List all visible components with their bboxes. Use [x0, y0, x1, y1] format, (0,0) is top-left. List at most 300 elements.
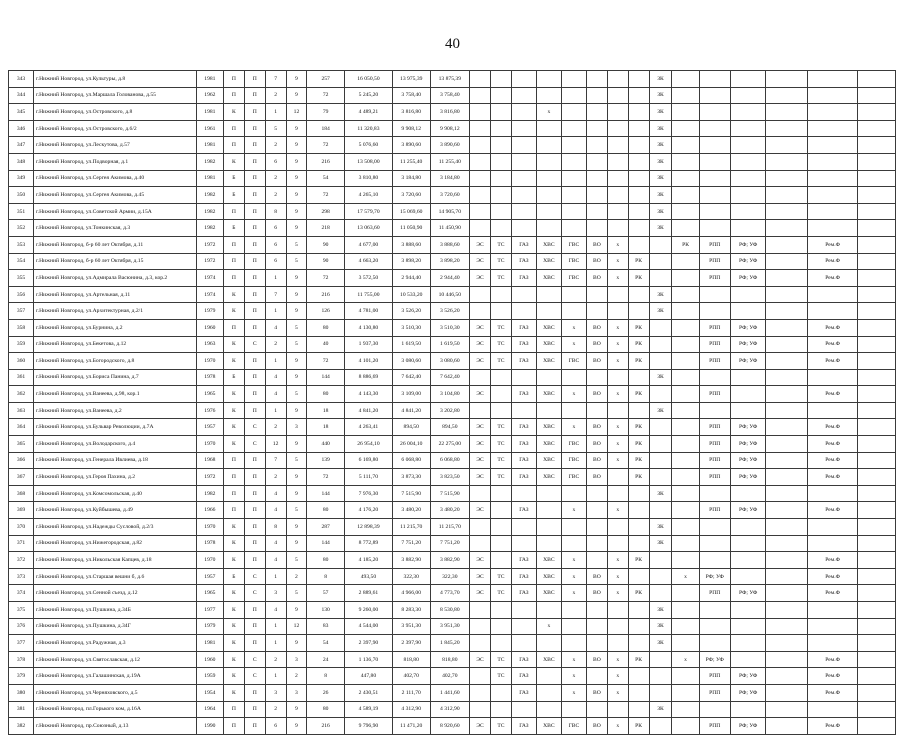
cell-k2: [808, 369, 858, 386]
cell-t: П: [244, 137, 265, 154]
cell-fl: 9: [286, 519, 307, 536]
cell-t: П: [244, 485, 265, 502]
table-row: [9, 568, 896, 585]
cell-n: 354: [9, 253, 34, 270]
cell-u2: [491, 402, 512, 419]
cell-a1: 4 841,20: [392, 402, 430, 419]
cell-en: 7: [265, 286, 286, 303]
cell-n: 359: [9, 336, 34, 353]
cell-u4: [536, 220, 561, 237]
cell-x: РК: [628, 336, 649, 353]
cell-fl: 5: [286, 552, 307, 569]
cell-u5: [561, 519, 586, 536]
cell-u2: [491, 187, 512, 204]
cell-fl: 3: [286, 419, 307, 436]
cell-e: [858, 386, 896, 403]
cell-rf: РФ; УФ: [730, 668, 765, 685]
cell-fl: 5: [286, 502, 307, 519]
cell-u1: [470, 120, 491, 137]
cell-u4: [536, 684, 561, 701]
cell-k2: [808, 137, 858, 154]
cell-n: 376: [9, 618, 34, 635]
cell-w: Б: [223, 369, 244, 386]
cell-fl: 9: [286, 436, 307, 453]
cell-k1: [766, 485, 808, 502]
cell-u4: ХВС: [536, 419, 561, 436]
cell-u5: ГВС: [561, 353, 586, 370]
cell-k2: Рем.Ф: [808, 270, 858, 287]
cell-e: [858, 684, 896, 701]
cell-year: 1968: [196, 452, 223, 469]
cell-year: 1979: [196, 303, 223, 320]
cell-ap: 72: [307, 137, 345, 154]
cell-year: 1982: [196, 187, 223, 204]
cell-a2: 7 642,40: [430, 369, 470, 386]
cell-rk: [672, 386, 699, 403]
cell-w: К: [223, 436, 244, 453]
cell-x: [628, 502, 649, 519]
cell-addr: г.Нижний Новгород, ул.Бурнина, д.2: [34, 319, 197, 336]
cell-w: К: [223, 153, 244, 170]
cell-a1: 9 908,12: [392, 120, 430, 137]
cell-k2: [808, 220, 858, 237]
cell-n: 377: [9, 635, 34, 652]
cell-u1: [470, 220, 491, 237]
cell-a2: 3 823,50: [430, 469, 470, 486]
cell-en: 1: [265, 668, 286, 685]
cell-w: К: [223, 353, 244, 370]
cell-u4: ХВС: [536, 386, 561, 403]
table-row: [9, 651, 896, 668]
cell-e: [858, 419, 896, 436]
cell-u4: [536, 485, 561, 502]
cell-rk: х: [672, 651, 699, 668]
cell-u1: ЭС: [470, 353, 491, 370]
cell-e: [858, 469, 896, 486]
cell-ss: ЗК: [649, 635, 672, 652]
cell-x: [628, 286, 649, 303]
cell-ap: 72: [307, 270, 345, 287]
cell-u5: [561, 153, 586, 170]
cell-u2: ТС: [491, 353, 512, 370]
cell-k1: [766, 369, 808, 386]
cell-k2: Рем.Ф: [808, 353, 858, 370]
cell-ss: ЗК: [649, 519, 672, 536]
cell-u1: ЭС: [470, 568, 491, 585]
cell-rf: [730, 104, 765, 121]
cell-area: 13 063,60: [344, 220, 392, 237]
cell-x: [628, 137, 649, 154]
cell-rf: [730, 120, 765, 137]
cell-u7: [607, 120, 628, 137]
cell-u7: [607, 303, 628, 320]
cell-ap: 130: [307, 602, 345, 619]
cell-rf: РФ; УФ: [730, 585, 765, 602]
cell-u7: х: [607, 436, 628, 453]
cell-u2: ТС: [491, 419, 512, 436]
cell-u1: ЭС: [470, 336, 491, 353]
cell-addr: г.Нижний Новгород, ул.Культуры, д.8: [34, 71, 197, 88]
cell-u5: ГВС: [561, 270, 586, 287]
cell-u2: [491, 220, 512, 237]
cell-ap: 126: [307, 303, 345, 320]
table-row: [9, 386, 896, 403]
cell-w: К: [223, 286, 244, 303]
cell-u7: х: [607, 668, 628, 685]
cell-k1: [766, 236, 808, 253]
cell-e: [858, 502, 896, 519]
cell-w: К: [223, 651, 244, 668]
cell-ss: ЗК: [649, 87, 672, 104]
cell-k1: [766, 71, 808, 88]
cell-ap: 72: [307, 87, 345, 104]
cell-area: 9 796,90: [344, 718, 392, 735]
cell-k1: [766, 203, 808, 220]
cell-e: [858, 319, 896, 336]
cell-area: 4 589,19: [344, 701, 392, 718]
cell-area: 26 954,10: [344, 436, 392, 453]
cell-u1: [470, 701, 491, 718]
cell-addr: г.Нижний Новгород, б-р 60 лет Октября, д.11: [34, 236, 197, 253]
cell-u6: [586, 220, 607, 237]
cell-w: К: [223, 104, 244, 121]
table-row: [9, 120, 896, 137]
cell-pp: [699, 535, 730, 552]
cell-addr: г.Нижний Новгород, ул.Советской Армии, д.15А: [34, 203, 197, 220]
cell-en: 4: [265, 602, 286, 619]
cell-u3: [511, 618, 536, 635]
cell-year: 1978: [196, 535, 223, 552]
cell-a1: 3 480,20: [392, 502, 430, 519]
cell-k2: Рем.Ф: [808, 236, 858, 253]
cell-n: 343: [9, 71, 34, 88]
cell-k2: [808, 170, 858, 187]
cell-ss: [649, 436, 672, 453]
cell-year: 1959: [196, 668, 223, 685]
cell-t: С: [244, 585, 265, 602]
cell-u5: ГВС: [561, 718, 586, 735]
cell-e: [858, 635, 896, 652]
cell-u7: х: [607, 452, 628, 469]
cell-k2: [808, 187, 858, 204]
cell-e: [858, 153, 896, 170]
cell-rf: [730, 220, 765, 237]
cell-u7: [607, 602, 628, 619]
cell-e: [858, 336, 896, 353]
cell-k2: Рем.Ф: [808, 568, 858, 585]
cell-pp: [699, 203, 730, 220]
cell-u7: [607, 635, 628, 652]
cell-rf: [730, 651, 765, 668]
cell-w: П: [223, 270, 244, 287]
cell-k2: Рем.Ф: [808, 668, 858, 685]
table-row: [9, 552, 896, 569]
cell-u7: [607, 203, 628, 220]
cell-year: 1977: [196, 602, 223, 619]
cell-a2: 1 441,60: [430, 684, 470, 701]
cell-u3: ГАЗ: [511, 568, 536, 585]
table-row: [9, 585, 896, 602]
cell-u3: [511, 87, 536, 104]
cell-u6: ВО: [586, 253, 607, 270]
cell-ap: 144: [307, 485, 345, 502]
cell-k2: Рем.Ф: [808, 684, 858, 701]
cell-t: П: [244, 303, 265, 320]
cell-u5: ГВС: [561, 452, 586, 469]
cell-w: П: [223, 502, 244, 519]
cell-year: 1965: [196, 386, 223, 403]
cell-fl: 2: [286, 668, 307, 685]
cell-en: 2: [265, 336, 286, 353]
cell-w: П: [223, 87, 244, 104]
cell-k1: [766, 104, 808, 121]
cell-a2: 3 480,20: [430, 502, 470, 519]
cell-t: П: [244, 684, 265, 701]
cell-rk: [672, 502, 699, 519]
cell-a2: 2 944,40: [430, 270, 470, 287]
cell-rk: [672, 353, 699, 370]
cell-u6: ВО: [586, 419, 607, 436]
cell-ss: ЗК: [649, 402, 672, 419]
cell-rk: [672, 220, 699, 237]
table-row: [9, 519, 896, 536]
cell-u7: [607, 485, 628, 502]
cell-ap: 80: [307, 701, 345, 718]
cell-t: П: [244, 153, 265, 170]
cell-en: 6: [265, 253, 286, 270]
cell-rf: РФ; УФ: [730, 502, 765, 519]
cell-addr: г.Нижний Новгород, ул.Сергея Акимова, д.40: [34, 170, 197, 187]
table-row: [9, 253, 896, 270]
cell-rk: [672, 436, 699, 453]
cell-e: [858, 618, 896, 635]
cell-addr: г.Нижний Новгород, ул.Нижегородская, д.82: [34, 535, 197, 552]
cell-rk: [672, 718, 699, 735]
cell-fl: 9: [286, 87, 307, 104]
cell-a1: 7 642,40: [392, 369, 430, 386]
cell-en: 2: [265, 87, 286, 104]
cell-u2: [491, 635, 512, 652]
cell-rk: [672, 635, 699, 652]
cell-k1: [766, 552, 808, 569]
cell-pp: [699, 170, 730, 187]
cell-x: РК: [628, 718, 649, 735]
cell-fl: 9: [286, 153, 307, 170]
cell-t: П: [244, 535, 265, 552]
cell-e: [858, 253, 896, 270]
cell-n: 355: [9, 270, 34, 287]
cell-a2: 402,70: [430, 668, 470, 685]
cell-ss: [649, 452, 672, 469]
cell-a2: 3 720,60: [430, 187, 470, 204]
cell-en: 2: [265, 170, 286, 187]
cell-u4: ХВС: [536, 568, 561, 585]
cell-x: РК: [628, 552, 649, 569]
cell-x: [628, 87, 649, 104]
cell-rk: [672, 336, 699, 353]
cell-a2: 3 184,80: [430, 170, 470, 187]
cell-fl: 5: [286, 386, 307, 403]
cell-addr: г.Нижний Новгород, ул.Куйбышева, д.49: [34, 502, 197, 519]
cell-u4: ХВС: [536, 353, 561, 370]
cell-area: 8 886,69: [344, 369, 392, 386]
cell-year: 1972: [196, 236, 223, 253]
cell-u3: ГАЗ: [511, 469, 536, 486]
cell-n: 379: [9, 668, 34, 685]
cell-u2: [491, 535, 512, 552]
cell-n: 373: [9, 568, 34, 585]
cell-w: П: [223, 701, 244, 718]
cell-u5: х: [561, 684, 586, 701]
cell-year: 1960: [196, 651, 223, 668]
cell-u5: [561, 87, 586, 104]
cell-w: Б: [223, 220, 244, 237]
cell-a2: 13 875,39: [430, 71, 470, 88]
cell-rf: РФ; УФ: [730, 436, 765, 453]
cell-u4: [536, 635, 561, 652]
cell-a2: 1 619,50: [430, 336, 470, 353]
cell-pp: РПП: [699, 436, 730, 453]
cell-fl: 5: [286, 253, 307, 270]
cell-year: 1978: [196, 369, 223, 386]
cell-u4: ХВС: [536, 436, 561, 453]
table-row: [9, 718, 896, 735]
cell-rk: [672, 253, 699, 270]
cell-a2: 14 905,70: [430, 203, 470, 220]
cell-k2: [808, 602, 858, 619]
cell-a2: 3 882,90: [430, 552, 470, 569]
cell-w: К: [223, 336, 244, 353]
cell-k2: Рем.Ф: [808, 502, 858, 519]
cell-t: С: [244, 668, 265, 685]
cell-rk: [672, 170, 699, 187]
cell-u1: [470, 153, 491, 170]
cell-u2: [491, 684, 512, 701]
cell-w: П: [223, 71, 244, 88]
cell-k1: [766, 651, 808, 668]
cell-k1: [766, 469, 808, 486]
cell-pp: [699, 286, 730, 303]
cell-n: 348: [9, 153, 34, 170]
cell-u6: [586, 71, 607, 88]
cell-addr: г.Нижний Новгород, ул.Черняховского, д.5: [34, 684, 197, 701]
table-row: [9, 353, 896, 370]
cell-w: К: [223, 684, 244, 701]
cell-ss: ЗК: [649, 303, 672, 320]
cell-rk: [672, 452, 699, 469]
table-row: [9, 452, 896, 469]
cell-ap: 216: [307, 286, 345, 303]
cell-pp: [699, 87, 730, 104]
cell-a1: 2 397,90: [392, 635, 430, 652]
cell-e: [858, 236, 896, 253]
cell-e: [858, 485, 896, 502]
cell-u5: ГВС: [561, 469, 586, 486]
cell-e: [858, 87, 896, 104]
cell-t: С: [244, 336, 265, 353]
cell-rf: РФ; УФ: [730, 684, 765, 701]
cell-rf: [730, 369, 765, 386]
cell-fl: 5: [286, 452, 307, 469]
cell-x: [628, 303, 649, 320]
cell-u3: [511, 485, 536, 502]
table-row: [9, 369, 896, 386]
cell-x: РК: [628, 436, 649, 453]
cell-rk: [672, 602, 699, 619]
cell-k1: [766, 120, 808, 137]
cell-a2: 11 255,40: [430, 153, 470, 170]
cell-n: 346: [9, 120, 34, 137]
cell-addr: г.Нижний Новгород, б-р 60 лет Октября, д.15: [34, 253, 197, 270]
cell-ap: 90: [307, 236, 345, 253]
table-row: [9, 602, 896, 619]
cell-k1: [766, 635, 808, 652]
cell-ap: 72: [307, 353, 345, 370]
cell-en: 6: [265, 236, 286, 253]
cell-year: 1981: [196, 104, 223, 121]
cell-year: 1970: [196, 353, 223, 370]
cell-area: 13 508,00: [344, 153, 392, 170]
cell-u5: [561, 286, 586, 303]
cell-addr: г.Нижний Новгород, ул.Галашинская, д.19А: [34, 668, 197, 685]
cell-u7: х: [607, 718, 628, 735]
table-row: [9, 502, 896, 519]
cell-n: 369: [9, 502, 34, 519]
cell-en: 2: [265, 701, 286, 718]
cell-a1: 3 951,30: [392, 618, 430, 635]
cell-ss: ЗК: [649, 369, 672, 386]
table-row: [9, 187, 896, 204]
cell-t: П: [244, 452, 265, 469]
cell-u6: ВО: [586, 319, 607, 336]
cell-k2: [808, 120, 858, 137]
cell-w: К: [223, 602, 244, 619]
cell-k2: [808, 203, 858, 220]
cell-t: П: [244, 236, 265, 253]
cell-u3: [511, 203, 536, 220]
cell-fl: 9: [286, 170, 307, 187]
cell-u3: [511, 635, 536, 652]
cell-a2: 3 890,60: [430, 137, 470, 154]
cell-a1: 3 720,60: [392, 187, 430, 204]
cell-ap: 57: [307, 585, 345, 602]
cell-n: 368: [9, 485, 34, 502]
cell-ap: 8: [307, 668, 345, 685]
cell-rf: РФ; УФ: [730, 452, 765, 469]
cell-u1: ЭС: [470, 651, 491, 668]
cell-a2: 3 758,40: [430, 87, 470, 104]
cell-u4: [536, 137, 561, 154]
cell-a1: 3 510,30: [392, 319, 430, 336]
cell-k1: [766, 535, 808, 552]
cell-u6: ВО: [586, 436, 607, 453]
cell-pp: [699, 618, 730, 635]
cell-u1: [470, 618, 491, 635]
cell-n: 347: [9, 137, 34, 154]
cell-rk: [672, 303, 699, 320]
cell-u3: [511, 220, 536, 237]
cell-addr: г.Нижний Новгород, ул.Островского, д.6/2: [34, 120, 197, 137]
cell-rk: [672, 701, 699, 718]
cell-u2: [491, 618, 512, 635]
cell-area: 493,50: [344, 568, 392, 585]
cell-area: 4 101,20: [344, 353, 392, 370]
cell-ap: 18: [307, 419, 345, 436]
cell-u2: [491, 602, 512, 619]
cell-ap: 83: [307, 618, 345, 635]
cell-rk: [672, 270, 699, 287]
table-row: [9, 701, 896, 718]
